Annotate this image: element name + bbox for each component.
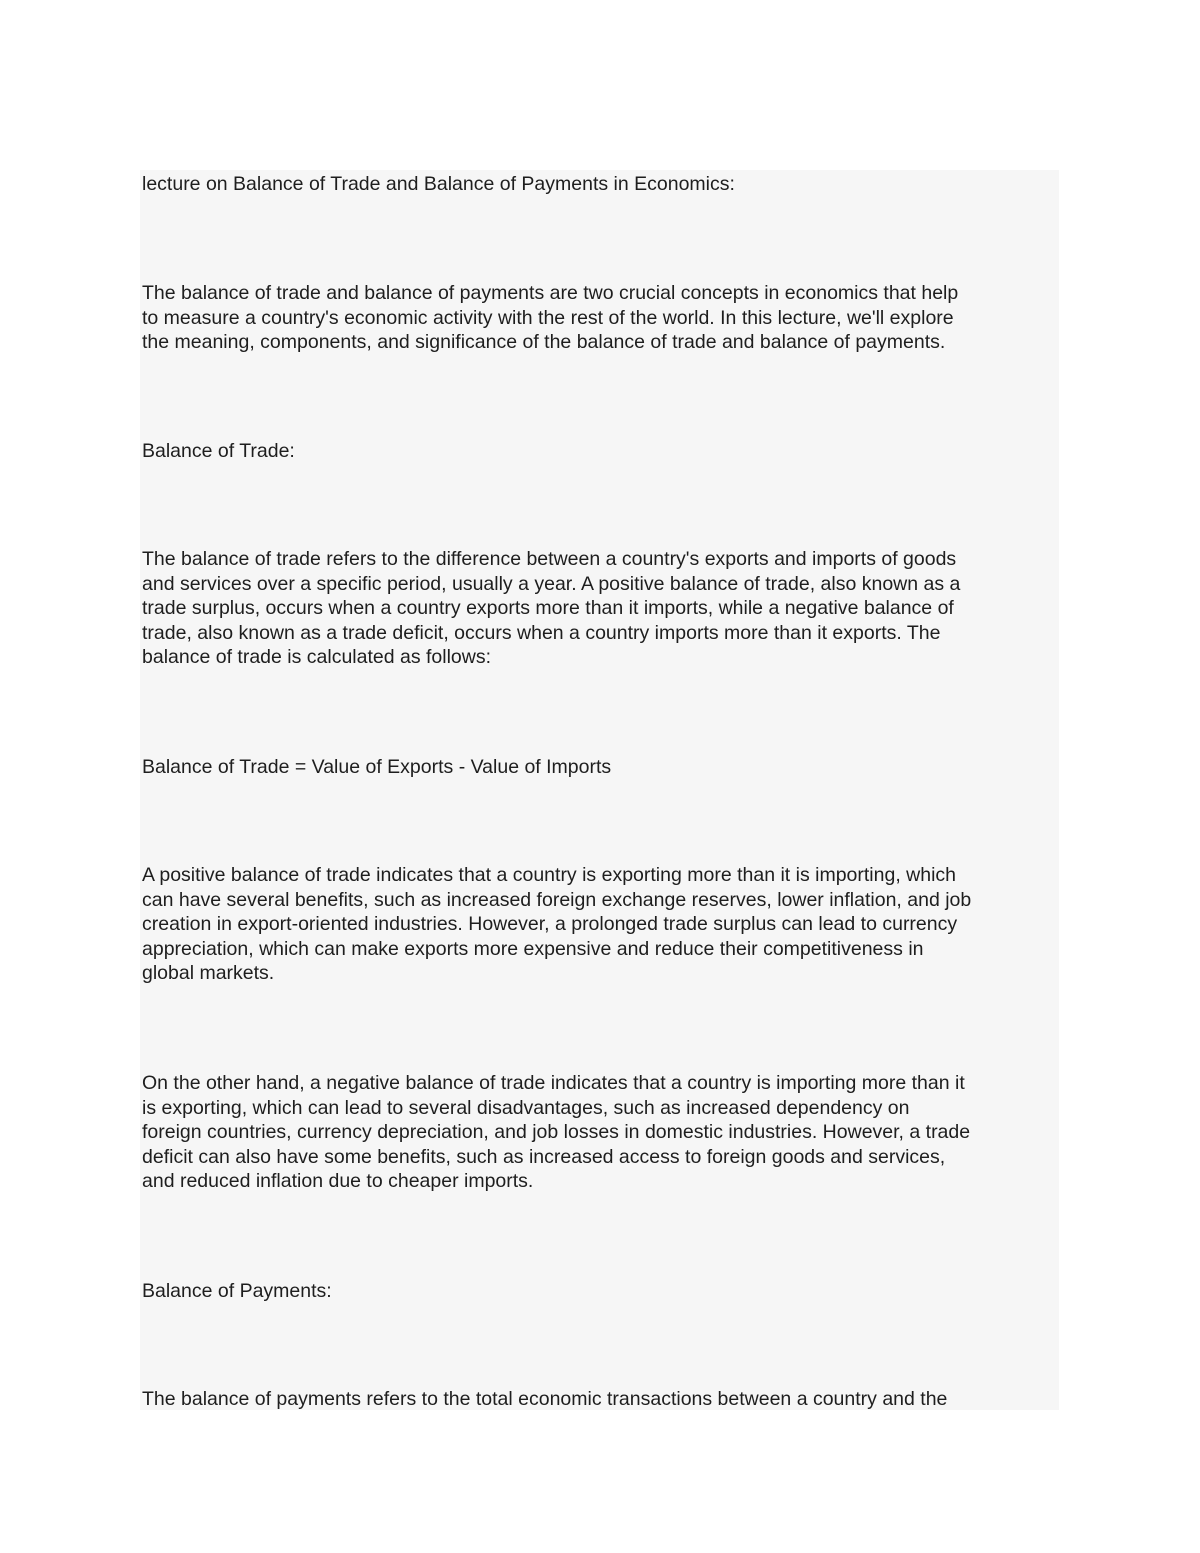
paragraph-line: The balance of trade refers to the difference between a country's exports and imports of goods [142, 548, 957, 570]
heading-balance-of-trade: Balance of Trade: [142, 440, 295, 462]
paragraph-line: and reduced inflation due to cheaper imports. [142, 1170, 534, 1193]
paragraph-line: A positive balance of trade indicates that a country is exporting more than it is importing, which [142, 864, 957, 886]
paragraph-line: and services over a specific period, usually a year. A positive balance of trade, also known as a [142, 572, 961, 595]
paragraph-line: deficit can also have some benefits, such as increased access to foreign goods and services, [142, 1145, 946, 1168]
paragraph-line: appreciation, which can make exports more expensive and reduce their competitiveness in [142, 937, 924, 960]
paragraph-line: is exporting, which can lead to several disadvantages, such as increased dependency on [142, 1096, 910, 1119]
balance-of-trade-formula: Balance of Trade = Value of Exports - Value of Imports [142, 756, 612, 778]
paragraph-line: can have several benefits, such as increased foreign exchange reserves, lower inflation, and job [142, 888, 972, 911]
heading-balance-of-payments: Balance of Payments: [142, 1280, 332, 1302]
paragraph-line: global markets. [142, 962, 275, 985]
document-title: lecture on Balance of Trade and Balance of Payments in Economics: [142, 173, 735, 195]
paragraph-line: trade, also known as a trade deficit, occurs when a country imports more than it exports. The [142, 621, 941, 644]
paragraph-line: trade surplus, occurs when a country exports more than it imports, while a negative balance of [142, 597, 954, 620]
intro-paragraph [142, 281, 1059, 355]
paragraph-line: On the other hand, a negative balance of trade indicates that a country is importing more than it [142, 1072, 965, 1094]
document-text-area [140, 170, 1059, 1410]
trade-definition-paragraph [142, 547, 1059, 670]
paragraph-line: creation in export-oriented industries. However, a prolonged trade surplus can lead to currency [142, 913, 958, 936]
intro-line: the meaning, components, and significance of the balance of trade and balance of payments. [142, 331, 946, 354]
paragraph-line: balance of trade is calculated as follows: [142, 646, 492, 669]
paragraph-line: foreign countries, currency depreciation, and job losses in domestic industries. However, a trade [142, 1121, 971, 1144]
paragraph-line: The balance of payments refers to the total economic transactions between a country and the [142, 1388, 948, 1410]
negative-balance-paragraph [142, 1071, 1059, 1194]
intro-line: to measure a country's economic activity with the rest of the world. In this lecture, we'll explore [142, 306, 954, 329]
positive-balance-paragraph [142, 863, 1059, 986]
intro-line: The balance of trade and balance of payments are two crucial concepts in economics that help [142, 282, 959, 304]
payments-definition-paragraph [142, 1387, 1059, 1410]
